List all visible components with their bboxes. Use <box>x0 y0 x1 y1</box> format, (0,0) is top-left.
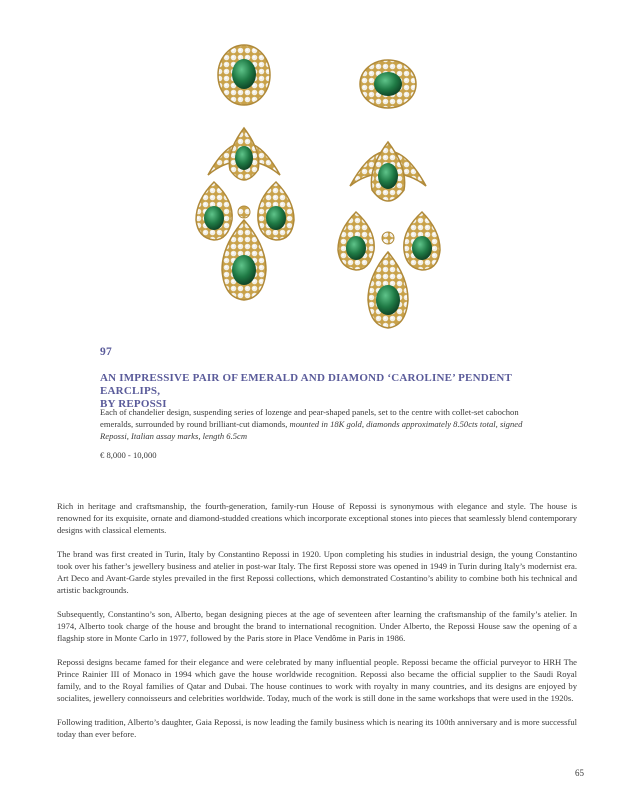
lot-estimate: € 8,000 - 10,000 <box>100 450 157 460</box>
lot-title-line-1: AN IMPRESSIVE PAIR OF EMERALD AND DIAMOND ‘CAROLINE’ PENDENT EARCLIPS, <box>100 372 512 397</box>
essay-paragraph: Repossi designs became famed for their elegance and were celebrated by many influential people. Repossi became the official purveyor to HRH The Prince Rainier III of Monaco in 1994 which gave the house worldwide recognition. Repossi also became the official supplier to the Saudi Royal family, and to the Royal families of Qatar and Dubai. The house continues to work with royalty in many countries, and its designs are enjoyed by socialites, jewellery connoisseurs and celebrities worldwide. Today, much of the work is still done in the same workshops that were used in the 1920s. <box>57 657 577 703</box>
lot-number: 97 <box>100 346 113 358</box>
right-earring <box>338 60 440 328</box>
page-number: 65 <box>575 768 584 778</box>
lot-title-line-2: BY REPOSSI <box>100 398 167 410</box>
lot-description-italic: mounted in 18K gold, diamonds approximately 8.50cts total, signed Repossi, Italian assay marks, length 6.5cm <box>100 419 523 441</box>
essay <box>57 500 577 752</box>
essay-paragraph: Following tradition, Alberto’s daughter, Gaia Repossi, is now leading the family business which is nearing its 100th anniversary and is more successful today than ever before. <box>57 717 577 739</box>
essay-paragraph: Rich in heritage and craftsmanship, the fourth-generation, family-run House of Repossi is synonymous with elegance and style. The house is renowned for its exquisite, ornate and diamond-studded creations which incorporate exceptional stones into pieces that seamlessly blend contemporary designs with classical elements. <box>57 501 577 535</box>
lot-description-plain: Each of chandelier design, suspending series of lozenge and pear-shaped panels, set to the centre with collet-set cabochon emeralds, surrounded by round brilliant-cut diamonds, <box>100 407 519 429</box>
lot-description <box>100 406 540 442</box>
left-earring <box>196 45 294 300</box>
essay-paragraph: The brand was first created in Turin, Italy by Constantino Repossi in 1920. Upon completing his studies in industrial design, the young Constantino took over his father’s jewellery business and atelier in post-war Italy. The first Repossi store was opened in 1949 in Turin during Italy’s modernist era. Art Deco and Avant-Garde styles prevailed in the first Repossi collections, which demonstrated Costantino’s ability to combine both his technical and artistic backgrounds. <box>57 549 577 595</box>
essay-paragraph: Subsequently, Constantino’s son, Alberto, began designing pieces at the age of seventeen after learning the craftsmanship of the family’s atelier. In 1974, Alberto took charge of the house and brought the brand to international recognition. Under Alberto, the Repossi House saw the opening of a flagship store in Monte Carlo in 1977, followed by the Paris store in Place Vendôme in Paris in 1986. <box>57 609 577 643</box>
earrings-photo <box>188 40 478 332</box>
